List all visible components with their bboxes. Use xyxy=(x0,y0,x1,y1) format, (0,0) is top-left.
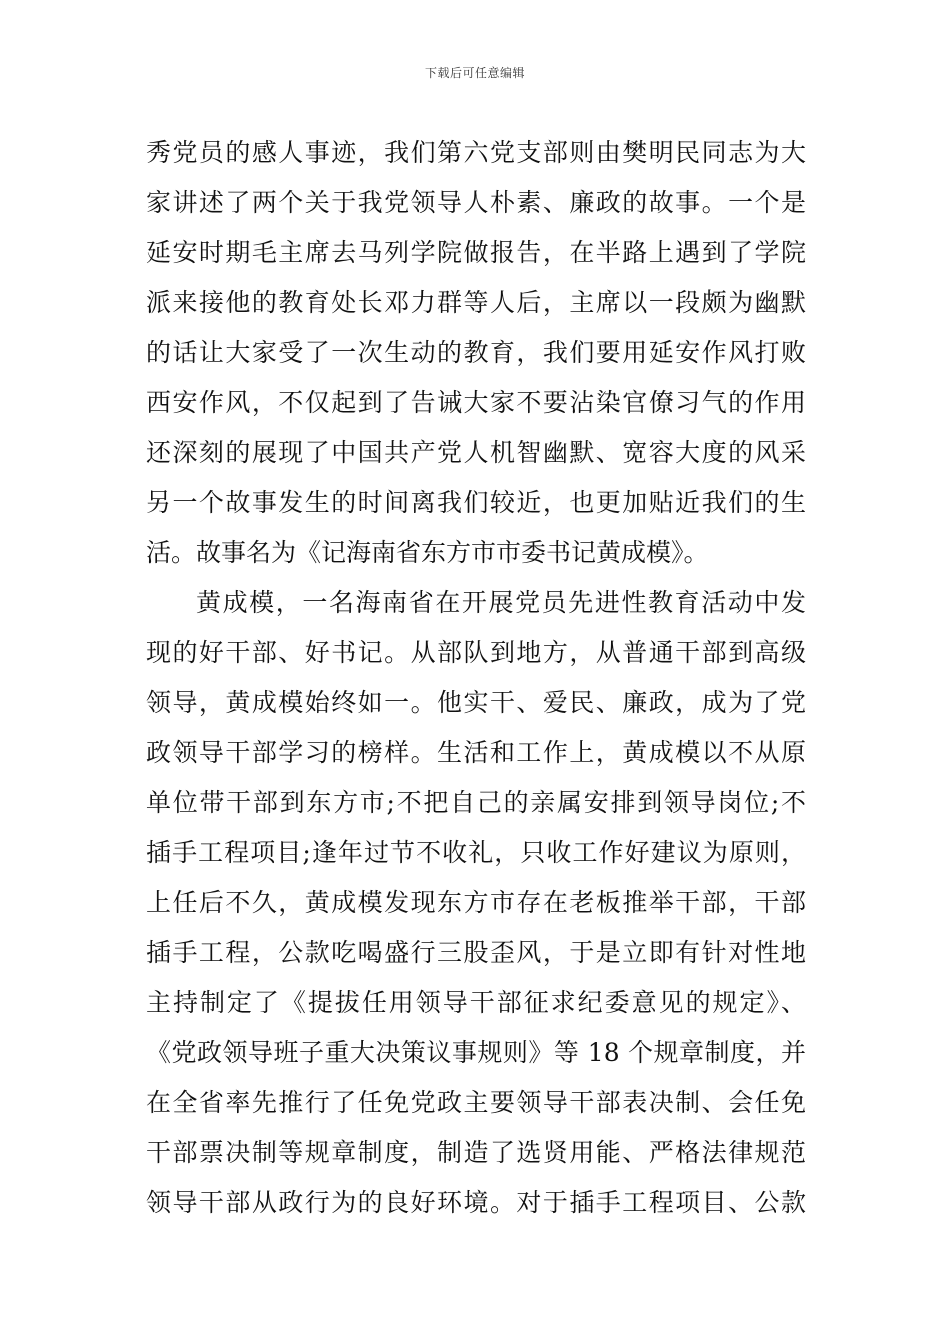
text-line: 领导，黄成模始终如一。他实干、爱民、廉政，成为了党 xyxy=(146,688,806,717)
text-line: 插手工程，公款吃喝盛行三股歪风，于是立即有针对性地 xyxy=(146,938,806,967)
text-line: 《党政领导班子重大决策议事规则》等 18 个规章制度，并 xyxy=(146,1038,806,1067)
text-line: 干部票决制等规章制度，制造了选贤用能、严格法律规范 xyxy=(146,1138,806,1167)
text-line: 还深刻的展现了中国共产党人机智幽默、宽容大度的风采 xyxy=(146,438,806,467)
text-line: 活。故事名为《记海南省东方市市委书记黄成模》。 xyxy=(146,538,709,567)
text-line: 在全省率先推行了任免党政主要领导干部表决制、会任免 xyxy=(146,1088,806,1117)
text-line: 插手工程项目;逢年过节不收礼，只收工作好建议为原则， xyxy=(146,838,806,867)
text-line: 派来接他的教育处长邓力群等人后，主席以一段颇为幽默 xyxy=(146,288,806,317)
paragraph-1 xyxy=(146,128,806,578)
text-line: 领导干部从政行为的良好环境。对于插手工程项目、公款 xyxy=(146,1188,806,1217)
page-header: 下载后可任意编辑 xyxy=(424,66,525,80)
text-line: 单位带干部到东方市;不把自己的亲属安排到领导岗位;不 xyxy=(146,788,806,817)
paragraph-2 xyxy=(146,578,806,1228)
text-line: 政领导干部学习的榜样。生活和工作上，黄成模以不从原 xyxy=(146,738,806,767)
text-line: 家讲述了两个关于我党领导人朴素、廉政的故事。一个是 xyxy=(146,188,806,217)
text-line: 主持制定了《提拔任用领导干部征求纪委意见的规定》、 xyxy=(146,988,806,1017)
text-line: 上任后不久，黄成模发现东方市存在老板推举干部，干部 xyxy=(146,888,806,917)
text-line: 的话让大家受了一次生动的教育，我们要用延安作风打败 xyxy=(146,338,806,367)
text-line: 西安作风，不仅起到了告诫大家不要沾染官僚习气的作用 xyxy=(146,388,806,417)
document-body xyxy=(146,128,806,1228)
text-line: 现的好干部、好书记。从部队到地方，从普通干部到高级 xyxy=(146,638,806,667)
text-line: 延安时期毛主席去马列学院做报告，在半路上遇到了学院 xyxy=(146,238,806,267)
text-line: 秀党员的感人事迹，我们第六党支部则由樊明民同志为大 xyxy=(146,138,806,167)
text-line: 黄成模，一名海南省在开展党员先进性教育活动中发 xyxy=(196,588,806,617)
text-line: 另一个故事发生的时间离我们较近，也更加贴近我们的生 xyxy=(146,488,806,517)
